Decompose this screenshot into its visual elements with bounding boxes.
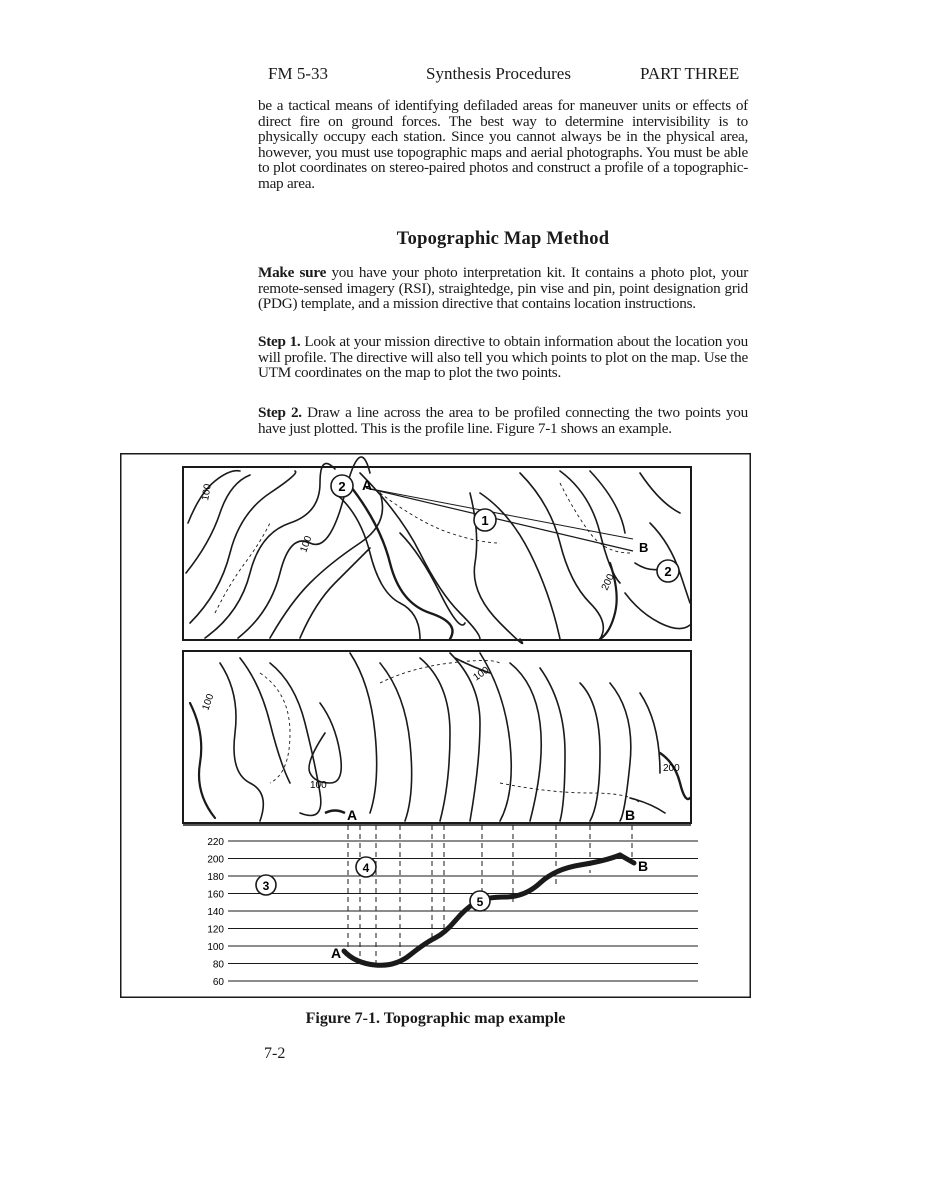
intro-paragraph: be a tactical means of identifying defiladed areas for maneuver units or effects of direct fire on ground forces. The best way to determine intervisibility is to physically occupy each station. Since you cannot always be in the physical area, however, you must use topographic maps and aerial photographs. You must be able to plot coordinates on stereo-paired photos and construct a profile of a topographic-map area.	[258, 97, 748, 192]
upper-stream-lines	[215, 483, 630, 613]
upper-contour-label-100a: 100	[200, 483, 214, 502]
upper-point-b: B	[639, 540, 649, 555]
profile-tick-labels	[207, 837, 224, 988]
lower-contour-lines	[190, 653, 690, 821]
lower-contour-label-100c: 100	[471, 664, 492, 684]
profile-callout-4: 4	[362, 861, 370, 875]
make-sure-text: you have your photo interpretation kit. It contains a photo plot, your remote-sensed imagery (RSI), straightedge, pin vise and pin, point designation grid (PDG) template, and a mission directive that contains location instructions.	[258, 264, 748, 313]
step1-lead: Step 1.	[258, 333, 301, 350]
figure-topographic-map	[120, 453, 751, 998]
step2-text: Draw a line across the area to be profiled connecting the two points you have just plotted. This is the profile line. Figure 7-1 shows an example.	[258, 404, 748, 437]
lower-point-b: B	[625, 807, 636, 823]
step1-paragraph	[258, 334, 748, 381]
upper-contour-lines	[186, 457, 690, 643]
upper-callout-2b: 2	[664, 564, 672, 579]
figure-caption: Figure 7-1. Topographic map example	[305, 1010, 566, 1027]
profile-tick-label: 220	[207, 837, 224, 848]
make-sure-lead: Make sure	[258, 264, 327, 281]
upper-contour-label-100b: 100	[298, 534, 315, 555]
profile-tick-label: 160	[207, 889, 224, 901]
upper-map-panel	[183, 457, 691, 643]
profile-tick-label: 80	[212, 959, 224, 971]
lower-contour-label-100b: 100	[310, 780, 327, 791]
profile-tick-label: 140	[207, 907, 224, 918]
profile-point-b: B	[638, 858, 649, 874]
profile-callout-5: 5	[476, 895, 484, 909]
lower-point-a: A	[347, 807, 358, 823]
page-number: 7-2	[264, 1045, 286, 1062]
profile-point-a: A	[331, 945, 342, 961]
step2-paragraph	[258, 405, 748, 436]
make-sure-paragraph	[258, 265, 748, 312]
profile-callout-3: 3	[262, 879, 270, 893]
profile-tick-label: 60	[212, 977, 224, 988]
upper-callout-2a: 2	[338, 479, 346, 494]
lower-contour-label-100a: 100	[200, 692, 217, 713]
section-heading: Topographic Map Method	[396, 229, 610, 249]
profile-tick-label: 180	[207, 872, 224, 883]
upper-profile-line	[366, 488, 633, 551]
upper-point-a: A	[362, 477, 373, 493]
header-manual-id: FM 5-33	[268, 64, 328, 83]
header-part: PART THREE	[640, 64, 740, 83]
step2-lead: Step 2.	[258, 404, 302, 421]
upper-callout-1: 1	[481, 513, 489, 528]
profile-tick-label: 100	[207, 942, 224, 953]
step1-text: Look at your mission directive to obtain information about the location you will profile. The directive will also tell you which points to plot on the map. Use the UTM coordinates on the map to plot the two points.	[258, 333, 748, 382]
profile-graph	[183, 825, 698, 988]
upper-contour-label-200: 200	[599, 572, 617, 593]
profile-tick-label: 120	[207, 924, 224, 936]
lower-spot-a-mark	[325, 811, 345, 814]
lower-contour-label-200: 200	[663, 763, 680, 774]
lower-map-panel	[183, 651, 691, 823]
profile-tick-label: 200	[207, 854, 224, 866]
header-chapter-title: Synthesis Procedures	[426, 64, 571, 83]
